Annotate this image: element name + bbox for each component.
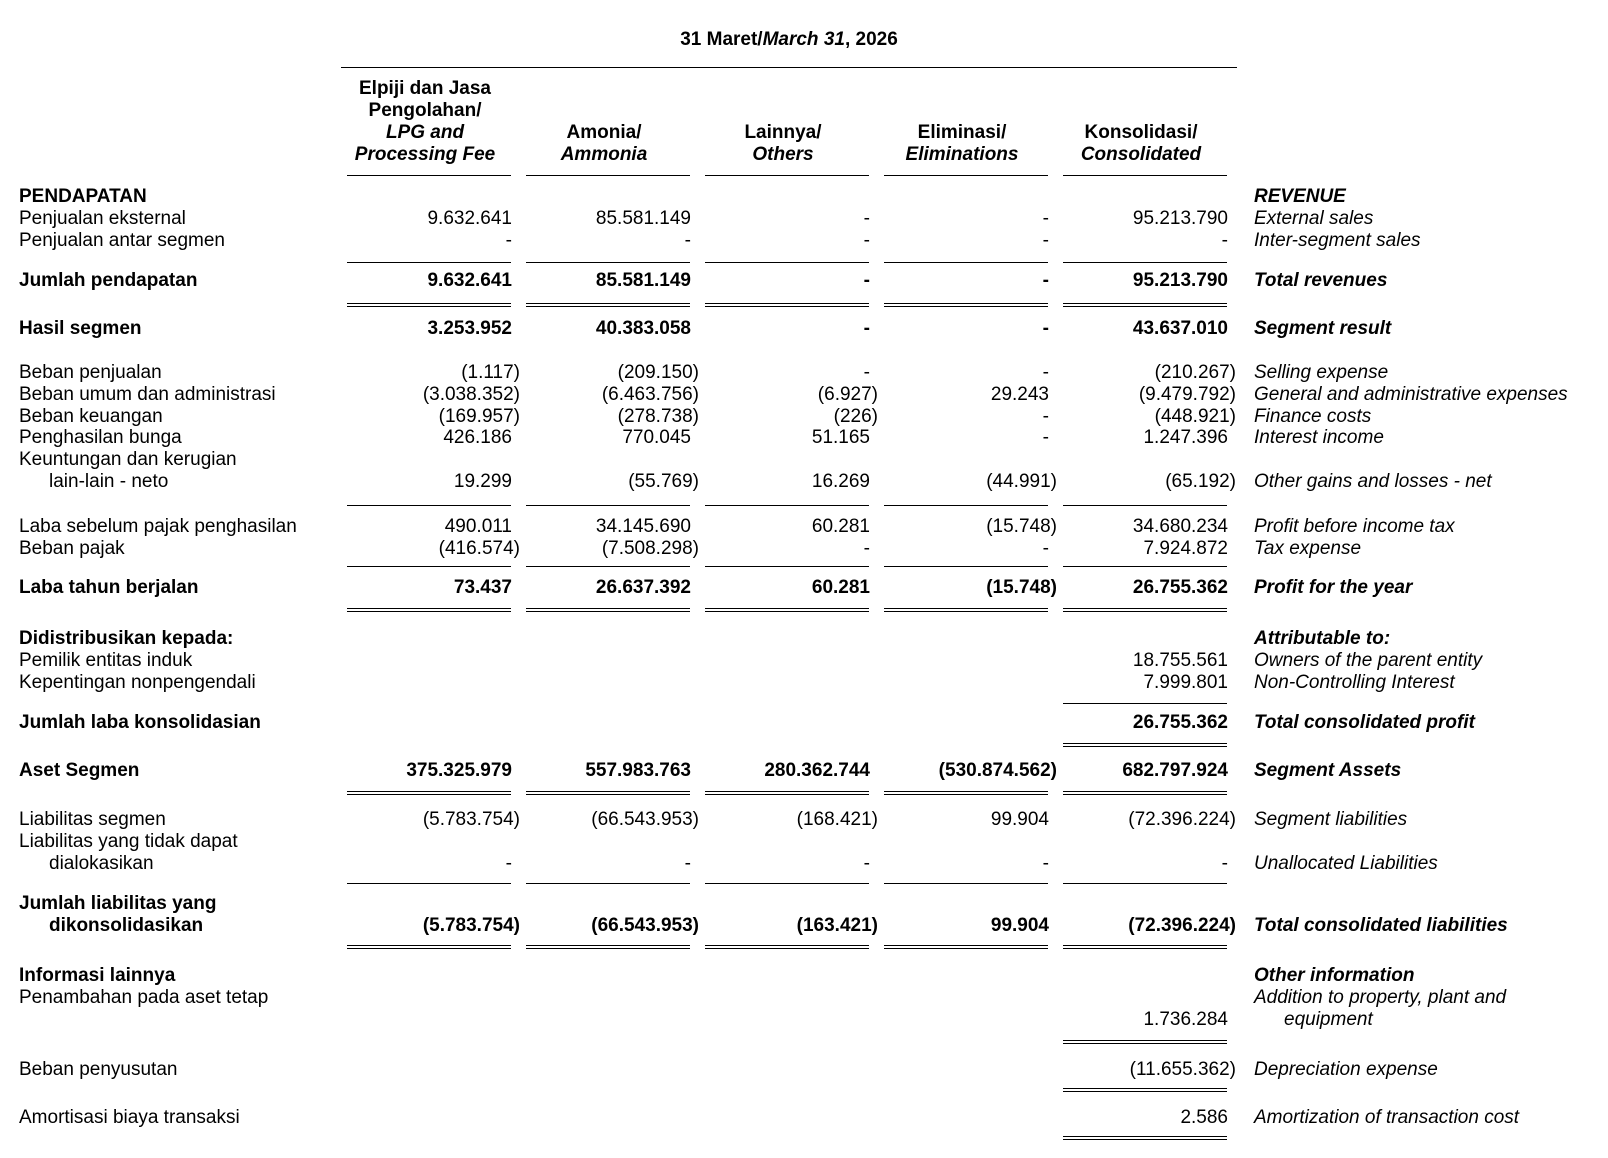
cell-value: 85.581.149 bbox=[595, 208, 691, 229]
row-label-id: Penjualan eksternal bbox=[19, 208, 186, 229]
cell-value: 9.632.641 bbox=[427, 270, 512, 291]
cell-value: - bbox=[863, 853, 870, 874]
cell-value: 95.213.790 bbox=[1132, 270, 1228, 291]
cell-value: 34.145.690 bbox=[595, 516, 691, 537]
total-rule bbox=[1063, 1040, 1227, 1044]
row-label-en: Profit before income tax bbox=[1254, 516, 1455, 537]
cell-value: (9.479.792) bbox=[1138, 384, 1236, 405]
cell-value: - bbox=[1042, 270, 1049, 291]
column-header-others bbox=[699, 122, 867, 166]
cell-value: - bbox=[1042, 853, 1049, 874]
column-header-consolidated-id: Konsolidasi/ bbox=[1084, 122, 1198, 143]
cell-value: (7.508.298) bbox=[601, 538, 699, 559]
cell-value: 99.904 bbox=[990, 809, 1049, 830]
cell-value: - bbox=[684, 853, 691, 874]
cell-value: 73.437 bbox=[453, 577, 512, 598]
cell-value: 770.045 bbox=[622, 427, 691, 448]
cell-value: - bbox=[1042, 538, 1049, 559]
cell-value: (226) bbox=[833, 406, 878, 427]
total-rule bbox=[1063, 945, 1227, 949]
cell-value: - bbox=[1042, 406, 1049, 427]
row-label-en: Addition to property, plant and bbox=[1254, 987, 1507, 1008]
subtotal-rule bbox=[705, 505, 869, 506]
cell-value: 29.243 bbox=[990, 384, 1049, 405]
cell-value: 490.011 bbox=[444, 516, 512, 537]
row-label-en: Finance costs bbox=[1254, 406, 1372, 427]
row-label-id: Didistribusikan kepada: bbox=[19, 628, 234, 649]
header-rule bbox=[1063, 175, 1227, 176]
cell-value: (278.738) bbox=[617, 406, 699, 427]
column-header-others-id: Lainnya/ bbox=[744, 122, 822, 143]
total-rule bbox=[884, 791, 1048, 795]
cell-value: - bbox=[863, 538, 870, 559]
cell-value: - bbox=[505, 230, 512, 251]
subtotal-rule bbox=[705, 566, 869, 567]
total-rule bbox=[347, 303, 511, 307]
cell-value: - bbox=[863, 230, 870, 251]
subtotal-rule bbox=[526, 262, 690, 263]
cell-value: (5.783.754) bbox=[422, 809, 520, 830]
cell-value: (55.769) bbox=[628, 471, 699, 492]
row-label-id: Informasi lainnya bbox=[19, 965, 176, 986]
cell-value: (44.991) bbox=[986, 471, 1057, 492]
period-title-en: March 31 bbox=[762, 29, 845, 50]
row-label-en: General and administrative expenses bbox=[1254, 384, 1568, 405]
row-label-id: Liabilitas segmen bbox=[19, 809, 166, 830]
total-rule bbox=[347, 791, 511, 795]
column-header-ammonia-en: Ammonia bbox=[560, 144, 648, 165]
cell-value: 375.325.979 bbox=[406, 760, 512, 781]
cell-value: - bbox=[1221, 230, 1228, 251]
cell-value: (5.783.754) bbox=[422, 915, 520, 936]
cell-value: - bbox=[1042, 208, 1049, 229]
row-label-id: Aset Segmen bbox=[19, 760, 140, 781]
cell-value: (11.655.362) bbox=[1129, 1059, 1236, 1080]
cell-value: 557.983.763 bbox=[585, 760, 691, 781]
row-label-en: External sales bbox=[1254, 208, 1374, 229]
cell-value: 9.632.641 bbox=[427, 208, 512, 229]
cell-value: 85.581.149 bbox=[595, 270, 691, 291]
row-label-en: Selling expense bbox=[1254, 362, 1389, 383]
cell-value: 682.797.924 bbox=[1122, 760, 1228, 781]
row-label-id: Beban penyusutan bbox=[19, 1059, 178, 1080]
row-label-en: Attributable to: bbox=[1254, 628, 1391, 649]
header-rule bbox=[884, 175, 1048, 176]
total-rule bbox=[526, 791, 690, 795]
total-rule bbox=[705, 303, 869, 307]
cell-value: 95.213.790 bbox=[1132, 208, 1228, 229]
row-label-en: Other gains and losses - net bbox=[1254, 471, 1492, 492]
subtotal-rule bbox=[884, 262, 1048, 263]
cell-value: (15.748) bbox=[986, 577, 1057, 598]
total-rule bbox=[884, 945, 1048, 949]
row-label-en: REVENUE bbox=[1254, 186, 1346, 207]
row-label-id: Pemilik entitas induk bbox=[19, 650, 193, 671]
cell-value: 16.269 bbox=[811, 471, 870, 492]
column-header-consolidated bbox=[1057, 122, 1225, 166]
cell-value: (72.396.224) bbox=[1128, 915, 1236, 936]
total-rule bbox=[705, 945, 869, 949]
cell-value: (209.150) bbox=[617, 362, 699, 383]
cell-value: 7.999.801 bbox=[1143, 672, 1228, 693]
row-label-id: PENDAPATAN bbox=[19, 186, 147, 207]
cell-value: 26.755.362 bbox=[1132, 577, 1228, 598]
cell-value: (6.463.756) bbox=[601, 384, 699, 405]
total-rule bbox=[1063, 1088, 1227, 1092]
cell-value: (448.921) bbox=[1154, 406, 1236, 427]
row-label-id: Kepentingan nonpengendali bbox=[19, 672, 256, 693]
subtotal-rule bbox=[884, 883, 1048, 884]
cell-value: 18.755.561 bbox=[1132, 650, 1228, 671]
subtotal-rule bbox=[347, 883, 511, 884]
row-label-id: Penjualan antar segmen bbox=[19, 230, 225, 251]
cell-value: - bbox=[863, 270, 870, 291]
header-rule bbox=[526, 175, 690, 176]
cell-value: 426.186 bbox=[443, 427, 512, 448]
row-label-id: Beban umum dan administrasi bbox=[19, 384, 276, 405]
total-rule bbox=[1063, 743, 1227, 747]
cell-value: 60.281 bbox=[811, 577, 870, 598]
row-label-en: equipment bbox=[1284, 1009, 1373, 1030]
row-label-id: Penambahan pada aset tetap bbox=[19, 987, 269, 1008]
column-header-lpg-id-2: Pengolahan/ bbox=[368, 100, 482, 121]
subtotal-rule bbox=[526, 566, 690, 567]
total-rule bbox=[705, 608, 869, 612]
row-label-id: Jumlah laba konsolidasian bbox=[19, 712, 261, 733]
cell-value: - bbox=[1042, 427, 1049, 448]
subtotal-rule bbox=[705, 883, 869, 884]
column-header-others-en: Others bbox=[752, 144, 814, 165]
period-title bbox=[341, 29, 1237, 51]
cell-value: - bbox=[684, 230, 691, 251]
column-header-eliminations-en: Eliminations bbox=[905, 144, 1019, 165]
column-header-ammonia-id: Amonia/ bbox=[566, 122, 642, 143]
subtotal-rule bbox=[347, 566, 511, 567]
cell-value: - bbox=[863, 318, 870, 339]
row-label-id: dialokasikan bbox=[49, 853, 154, 874]
column-header-lpg bbox=[341, 78, 509, 166]
cell-value: - bbox=[505, 853, 512, 874]
cell-value: (6.927) bbox=[817, 384, 878, 405]
row-label-en: Profit for the year bbox=[1254, 577, 1413, 598]
column-header-consolidated-en: Consolidated bbox=[1080, 144, 1202, 165]
total-rule bbox=[1063, 608, 1227, 612]
row-label-id: Liabilitas yang tidak dapat bbox=[19, 831, 238, 852]
total-rule bbox=[884, 303, 1048, 307]
row-label-id: Beban pajak bbox=[19, 538, 125, 559]
cell-value: (72.396.224) bbox=[1128, 809, 1236, 830]
row-label-en: Inter-segment sales bbox=[1254, 230, 1421, 251]
subtotal-rule bbox=[1063, 703, 1227, 704]
subtotal-rule bbox=[705, 262, 869, 263]
cell-value: 60.281 bbox=[811, 516, 870, 537]
row-label-id: Penghasilan bunga bbox=[19, 427, 182, 448]
column-header-lpg-en-2: Processing Fee bbox=[354, 144, 496, 165]
subtotal-rule bbox=[347, 262, 511, 263]
cell-value: 1.247.396 bbox=[1143, 427, 1228, 448]
cell-value: - bbox=[1042, 230, 1049, 251]
cell-value: - bbox=[863, 208, 870, 229]
row-label-en: Tax expense bbox=[1254, 538, 1362, 559]
cell-value: (15.748) bbox=[986, 516, 1057, 537]
cell-value: 43.637.010 bbox=[1132, 318, 1228, 339]
row-label-en: Other information bbox=[1254, 965, 1415, 986]
total-rule bbox=[884, 608, 1048, 612]
row-label-en: Total consolidated profit bbox=[1254, 712, 1475, 733]
row-label-id: Jumlah liabilitas yang bbox=[19, 893, 217, 914]
row-label-id: Keuntungan dan kerugian bbox=[19, 449, 237, 470]
total-rule bbox=[347, 945, 511, 949]
row-label-en: Total consolidated liabilities bbox=[1254, 915, 1508, 936]
row-label-id: Beban penjualan bbox=[19, 362, 162, 383]
column-header-lpg-id-1: Elpiji dan Jasa bbox=[359, 78, 491, 99]
cell-value: 3.253.952 bbox=[427, 318, 512, 339]
cell-value: 280.362.744 bbox=[764, 760, 870, 781]
subtotal-rule bbox=[1063, 505, 1227, 506]
row-label-id: Amortisasi biaya transaksi bbox=[19, 1107, 240, 1128]
cell-value: 99.904 bbox=[990, 915, 1049, 936]
row-label-en: Amortization of transaction cost bbox=[1254, 1107, 1520, 1128]
cell-value: - bbox=[1042, 318, 1049, 339]
row-label-en: Segment liabilities bbox=[1254, 809, 1408, 830]
cell-value: (163.421) bbox=[796, 915, 878, 936]
cell-value: 51.165 bbox=[811, 427, 870, 448]
column-header-ammonia bbox=[520, 122, 688, 166]
row-label-id: lain-lain - neto bbox=[49, 471, 169, 492]
row-label-id: Hasil segmen bbox=[19, 318, 142, 339]
subtotal-rule bbox=[1063, 262, 1227, 263]
cell-value: (210.267) bbox=[1154, 362, 1236, 383]
subtotal-rule bbox=[884, 566, 1048, 567]
row-label-id: Jumlah pendapatan bbox=[19, 270, 198, 291]
row-label-en: Owners of the parent entity bbox=[1254, 650, 1483, 671]
subtotal-rule bbox=[526, 505, 690, 506]
row-label-id: Laba tahun berjalan bbox=[19, 577, 199, 598]
column-header-eliminations bbox=[878, 122, 1046, 166]
cell-value: 40.383.058 bbox=[595, 318, 691, 339]
cell-value: 1.736.284 bbox=[1143, 1009, 1228, 1030]
row-label-en: Non-Controlling Interest bbox=[1254, 672, 1455, 693]
cell-value: (66.543.953) bbox=[591, 915, 699, 936]
total-rule bbox=[526, 608, 690, 612]
row-label-en: Segment Assets bbox=[1254, 760, 1402, 781]
header-rule bbox=[705, 175, 869, 176]
cell-value: (416.574) bbox=[438, 538, 520, 559]
cell-value: 19.299 bbox=[453, 471, 512, 492]
header-rule bbox=[347, 175, 511, 176]
row-label-id: Laba sebelum pajak penghasilan bbox=[19, 516, 297, 537]
cell-value: (530.874.562) bbox=[938, 760, 1057, 781]
cell-value: 2.586 bbox=[1180, 1107, 1228, 1128]
row-label-id: dikonsolidasikan bbox=[49, 915, 204, 936]
period-title-id: 31 Maret/ bbox=[680, 29, 763, 50]
subtotal-rule bbox=[347, 505, 511, 506]
row-label-en: Interest income bbox=[1254, 427, 1384, 448]
cell-value: (169.957) bbox=[438, 406, 520, 427]
row-label-en: Depreciation expense bbox=[1254, 1059, 1438, 1080]
total-rule bbox=[1063, 1136, 1227, 1140]
cell-value: 7.924.872 bbox=[1143, 538, 1228, 559]
subtotal-rule bbox=[884, 505, 1048, 506]
total-rule bbox=[1063, 791, 1227, 795]
cell-value: (168.421) bbox=[796, 809, 878, 830]
column-header-lpg-en-1: LPG and bbox=[385, 122, 465, 143]
row-label-en: Total revenues bbox=[1254, 270, 1388, 291]
total-rule bbox=[347, 608, 511, 612]
total-rule bbox=[705, 791, 869, 795]
period-title-year: , 2026 bbox=[844, 29, 898, 50]
cell-value: 26.755.362 bbox=[1132, 712, 1228, 733]
cell-value: - bbox=[863, 362, 870, 383]
column-header-eliminations-id: Eliminasi/ bbox=[917, 122, 1007, 143]
row-label-id: Beban keuangan bbox=[19, 406, 163, 427]
period-title-rule bbox=[341, 67, 1237, 68]
cell-value: 34.680.234 bbox=[1132, 516, 1228, 537]
cell-value: - bbox=[1221, 853, 1228, 874]
subtotal-rule bbox=[526, 883, 690, 884]
subtotal-rule bbox=[1063, 883, 1227, 884]
cell-value: (65.192) bbox=[1165, 471, 1236, 492]
cell-value: (3.038.352) bbox=[422, 384, 520, 405]
subtotal-rule bbox=[1063, 566, 1227, 567]
total-rule bbox=[526, 945, 690, 949]
row-label-en: Unallocated Liabilities bbox=[1254, 853, 1438, 874]
cell-value: (66.543.953) bbox=[591, 809, 699, 830]
cell-value: 26.637.392 bbox=[595, 577, 691, 598]
cell-value: (1.117) bbox=[461, 362, 520, 383]
row-label-en: Segment result bbox=[1254, 318, 1392, 339]
cell-value: - bbox=[1042, 362, 1049, 383]
total-rule bbox=[1063, 303, 1227, 307]
total-rule bbox=[526, 303, 690, 307]
